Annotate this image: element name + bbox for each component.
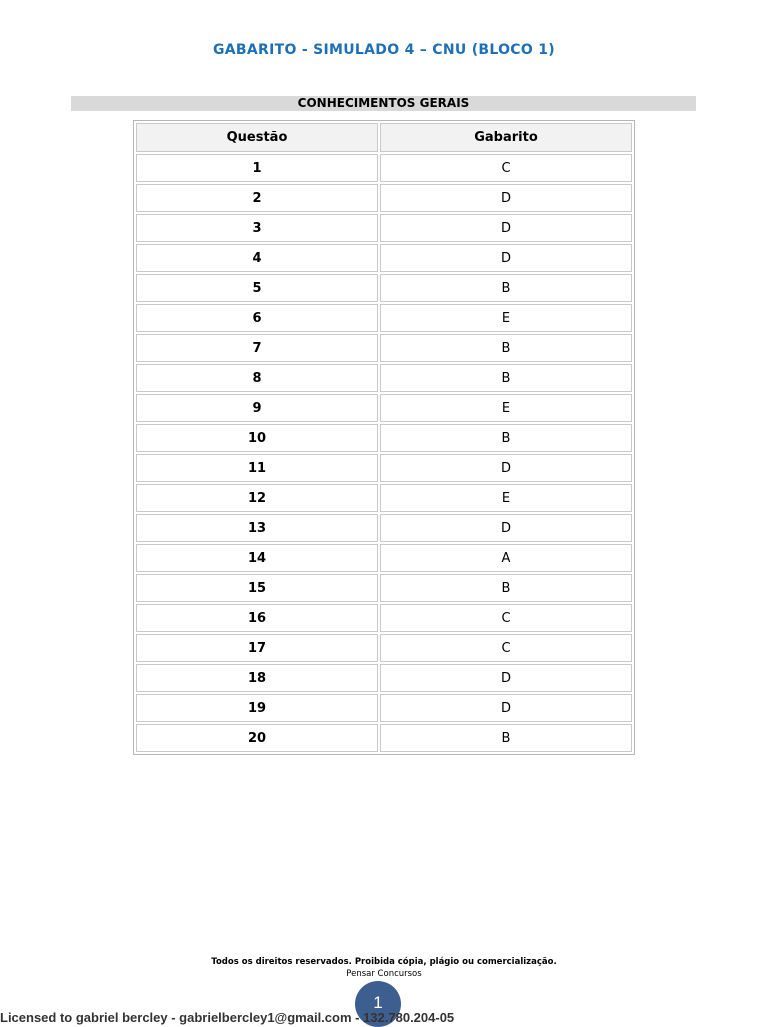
document-title: GABARITO - SIMULADO 4 – CNU (BLOCO 1)	[213, 42, 555, 58]
column-header-answer: Gabarito	[380, 123, 632, 152]
page-number-badge: 1	[355, 981, 401, 1027]
table-row	[136, 454, 632, 482]
answer-cell: D	[380, 694, 632, 722]
answer-cell: D	[380, 214, 632, 242]
table-row	[136, 304, 632, 332]
question-number-cell: 17	[136, 634, 378, 662]
question-number-cell: 1	[136, 154, 378, 182]
question-number-cell: 9	[136, 394, 378, 422]
table-row	[136, 634, 632, 662]
table-row	[136, 154, 632, 182]
question-number-cell: 19	[136, 694, 378, 722]
question-number-cell: 7	[136, 334, 378, 362]
table-row	[136, 244, 632, 272]
table-row	[136, 334, 632, 362]
table-row	[136, 724, 632, 752]
question-number-cell: 3	[136, 214, 378, 242]
footer-brand: Pensar Concursos	[346, 969, 422, 979]
answer-cell: D	[380, 514, 632, 542]
question-number-cell: 11	[136, 454, 378, 482]
table-row	[136, 274, 632, 302]
question-number-cell: 2	[136, 184, 378, 212]
answer-cell: B	[380, 334, 632, 362]
answer-cell: D	[380, 184, 632, 212]
table-row	[136, 664, 632, 692]
table-row	[136, 604, 632, 632]
table-body	[136, 154, 632, 752]
answer-cell: B	[380, 574, 632, 602]
column-header-question: Questão	[136, 123, 378, 152]
answer-cell: E	[380, 484, 632, 512]
table-row	[136, 214, 632, 242]
table-row	[136, 574, 632, 602]
question-number-cell: 10	[136, 424, 378, 452]
question-number-cell: 18	[136, 664, 378, 692]
answer-cell: B	[380, 724, 632, 752]
answer-cell: B	[380, 274, 632, 302]
table-row	[136, 484, 632, 512]
answer-cell: B	[380, 364, 632, 392]
question-number-cell: 16	[136, 604, 378, 632]
question-number-cell: 8	[136, 364, 378, 392]
answer-cell: C	[380, 604, 632, 632]
answer-key-table	[133, 120, 635, 755]
section-title: CONHECIMENTOS GERAIS	[71, 96, 696, 111]
answer-cell: A	[380, 544, 632, 572]
answer-cell: D	[380, 454, 632, 482]
question-number-cell: 12	[136, 484, 378, 512]
footer-rights-notice: Todos os direitos reservados. Proibida cópia, plágio ou comercialização.	[211, 957, 557, 967]
question-number-cell: 13	[136, 514, 378, 542]
question-number-cell: 20	[136, 724, 378, 752]
answer-cell: B	[380, 424, 632, 452]
answer-cell: C	[380, 154, 632, 182]
table-row	[136, 394, 632, 422]
question-number-cell: 4	[136, 244, 378, 272]
table-row	[136, 184, 632, 212]
answer-cell: E	[380, 394, 632, 422]
table-header-row	[136, 123, 632, 152]
table-row	[136, 694, 632, 722]
answer-cell: E	[380, 304, 632, 332]
question-number-cell: 5	[136, 274, 378, 302]
answer-cell: C	[380, 634, 632, 662]
table-row	[136, 544, 632, 572]
table-row	[136, 514, 632, 542]
answer-cell: D	[380, 664, 632, 692]
question-number-cell: 15	[136, 574, 378, 602]
table-row	[136, 364, 632, 392]
question-number-cell: 6	[136, 304, 378, 332]
table-row	[136, 424, 632, 452]
license-watermark: Licensed to gabriel bercley - gabrielbercley1@gmail.com - 132.780.204-05	[0, 1010, 455, 1025]
question-number-cell: 14	[136, 544, 378, 572]
answer-cell: D	[380, 244, 632, 272]
